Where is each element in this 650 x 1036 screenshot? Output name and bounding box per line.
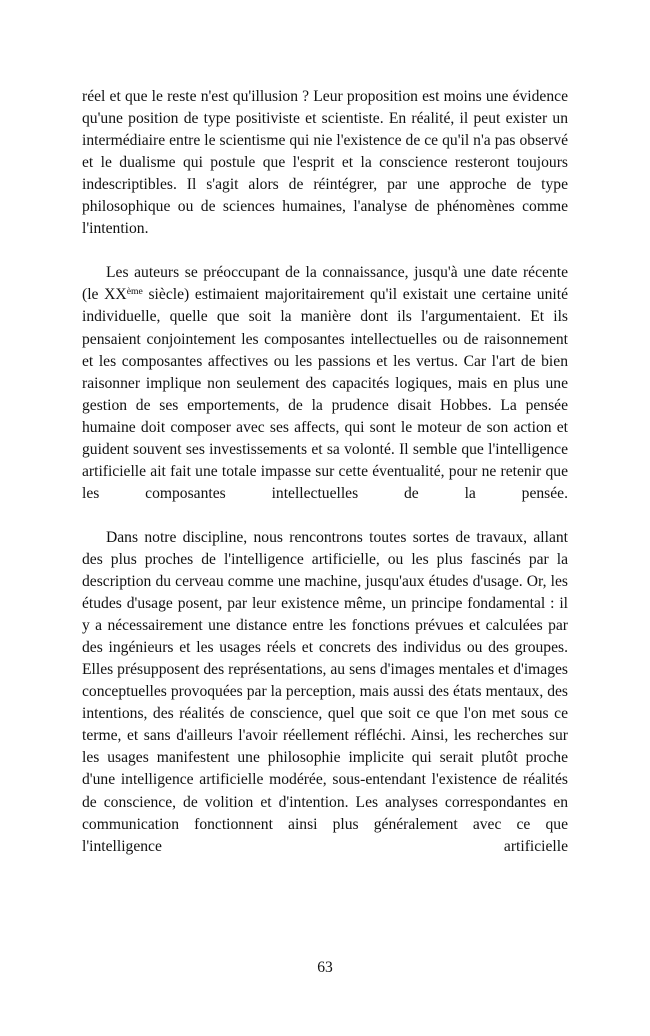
paragraph-1	[82, 86, 568, 262]
paragraph-3	[82, 527, 568, 880]
text-run: Dans notre discipline, nous rencontrons toutes sortes de travaux, allant des plus proches de l'intelligence artificielle, ou les plus fascinés par la description du cerveau comme une machine, jusqu'aux études d'usage. Or, les études d'usage posent, par leur existence même, un principe fondamental : il y a nécessairement une distance entre les fonctions prévues et calculées par des ingénieurs et les usages réels et concrets des individus ou des groupes. Elles présupposent des représentations, au sens d'images mentales et d'images conceptuelles provoquées par la perception, mais aussi des états mentaux, des intentions, des réalités de conscience, quel que soit ce que l'on met sous ce terme, et sans d'ailleurs l'avoir réellement réfléchi. Ainsi, les recherches sur les usages manifestent une philosophie implicite qui serait plutôt proche d'une intelligence artificielle modérée, sous-entendant l'existence de réalités de conscience, de volition et d'intention. Les analyses correspondantes en communication fonctionnent ainsi plus généralement avec ce que l'intelligence artificielle	[82, 528, 568, 855]
paragraph-2	[82, 262, 568, 527]
ordinal-superscript: ème	[126, 286, 143, 298]
text-run: réel et que le reste n'est qu'illusion ? Leur proposition est moins une évidence qu'une position de type positiviste et scientiste. En réalité, il peut exister un intermédiaire entre le scientisme qui nie l'existence de ce qu'il n'a pas observé et le dualisme qui postule que l'esprit et la conscience resteront toujours indescriptibles. Il s'agit alors de réintégrer, par une approche de type philosophique ou de sciences humaines, l'analyse de phénomènes comme l'intention.	[82, 88, 568, 238]
body-text-block	[82, 86, 568, 880]
page-number: 63	[317, 959, 333, 976]
text-run: Les auteurs se préoccupant de la connaissance, jusqu'à une date récente (le XX	[82, 264, 568, 304]
text-run: siècle) estimaient majoritairement qu'il existait une certaine unité individuelle, quelle que soit la manière dont ils l'argumentaient. Et ils pensaient conjointement les composantes intellectuelles ou de raisonnement et les composantes affectives ou les passions et les vertus. Car l'art de bien raisonner implique non seulement des capacités logiques, mais en plus une gestion de ses emportements, de la prudence disait Hobbes. La pensée humaine doit composer avec ses affects, qui sont le moteur de son action et guident souvent ses investissements et sa volonté. Il semble que l'intelligence artificielle ait fait une totale impasse sur cette éventualité, pour ne retenir que les composantes intellectuelles de la pensée.	[82, 286, 568, 502]
